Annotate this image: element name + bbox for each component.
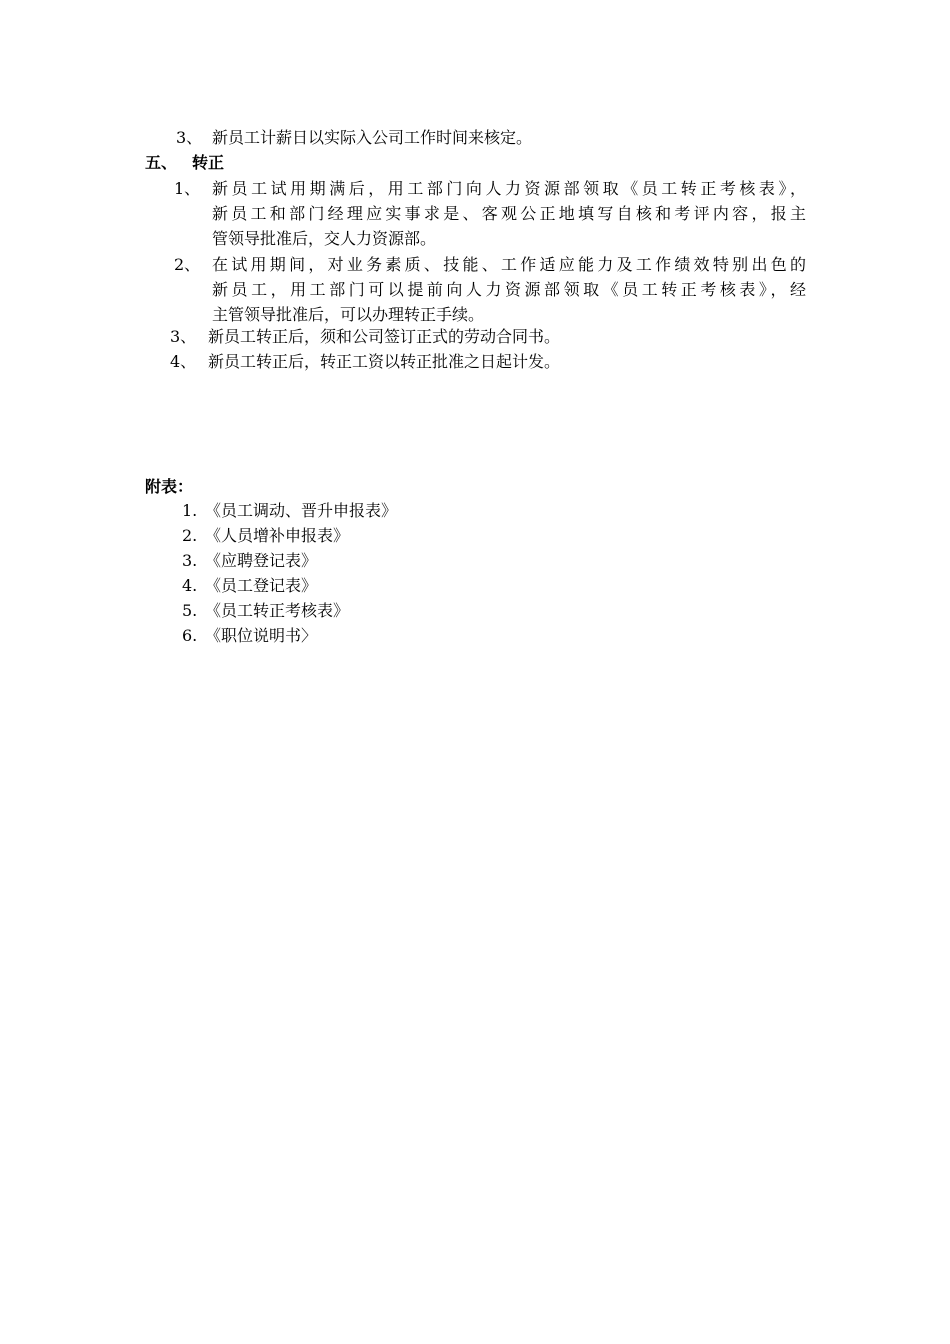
section-number: 五、 bbox=[145, 153, 178, 172]
list-item-line: 在试用期间，对业务素质、技能、工作适应能力及工作绩效特别出色的 bbox=[212, 255, 806, 274]
appendix-item-number: 2. bbox=[182, 526, 198, 545]
section-title: 转正 bbox=[192, 153, 225, 172]
list-item-line: 管领导批准后，交人力资源部。 bbox=[212, 229, 437, 248]
appendix-item-text: 《职位说明书〉 bbox=[205, 626, 318, 645]
list-item-line: 新员工转正后，转正工资以转正批准之日起计发。 bbox=[208, 352, 561, 371]
appendix-item-number: 5. bbox=[182, 601, 198, 620]
appendix-item-text: 《员工调动、晋升申报表》 bbox=[205, 501, 398, 520]
list-item-text: 新员工计薪日以实际入公司工作时间来核定。 bbox=[212, 128, 533, 147]
appendix-item-number: 6. bbox=[182, 626, 198, 645]
appendix-item-text: 《员工转正考核表》 bbox=[205, 601, 350, 620]
appendix-item-text: 《员工登记表》 bbox=[205, 576, 318, 595]
appendix-item-number: 1. bbox=[182, 501, 198, 520]
list-item-number: 3、 bbox=[176, 128, 203, 147]
list-item-line: 新员工试用期满后，用工部门向人力资源部领取《员工转正考核表》， bbox=[212, 179, 806, 198]
list-item-number: 2、 bbox=[174, 255, 201, 274]
list-item-line: 新员工转正后，须和公司签订正式的劳动合同书。 bbox=[208, 327, 561, 346]
appendix-item-number: 3. bbox=[182, 551, 198, 570]
appendix-title: 附表： bbox=[145, 477, 194, 496]
list-item-number: 4、 bbox=[170, 352, 197, 371]
list-item-line: 主管领导批准后，可以办理转正手续。 bbox=[212, 305, 485, 324]
list-item-line: 新员工，用工部门可以提前向人力资源部领取《员工转正考核表》，经 bbox=[212, 280, 806, 299]
list-item-line: 新员工和部门经理应实事求是、客观公正地填写自核和考评内容，报主 bbox=[212, 204, 806, 223]
list-item-number: 3、 bbox=[170, 327, 197, 346]
appendix-item-number: 4. bbox=[182, 576, 198, 595]
list-item-number: 1、 bbox=[174, 179, 201, 198]
appendix-item-text: 《应聘登记表》 bbox=[205, 551, 318, 570]
appendix-item-text: 《人员增补申报表》 bbox=[205, 526, 350, 545]
